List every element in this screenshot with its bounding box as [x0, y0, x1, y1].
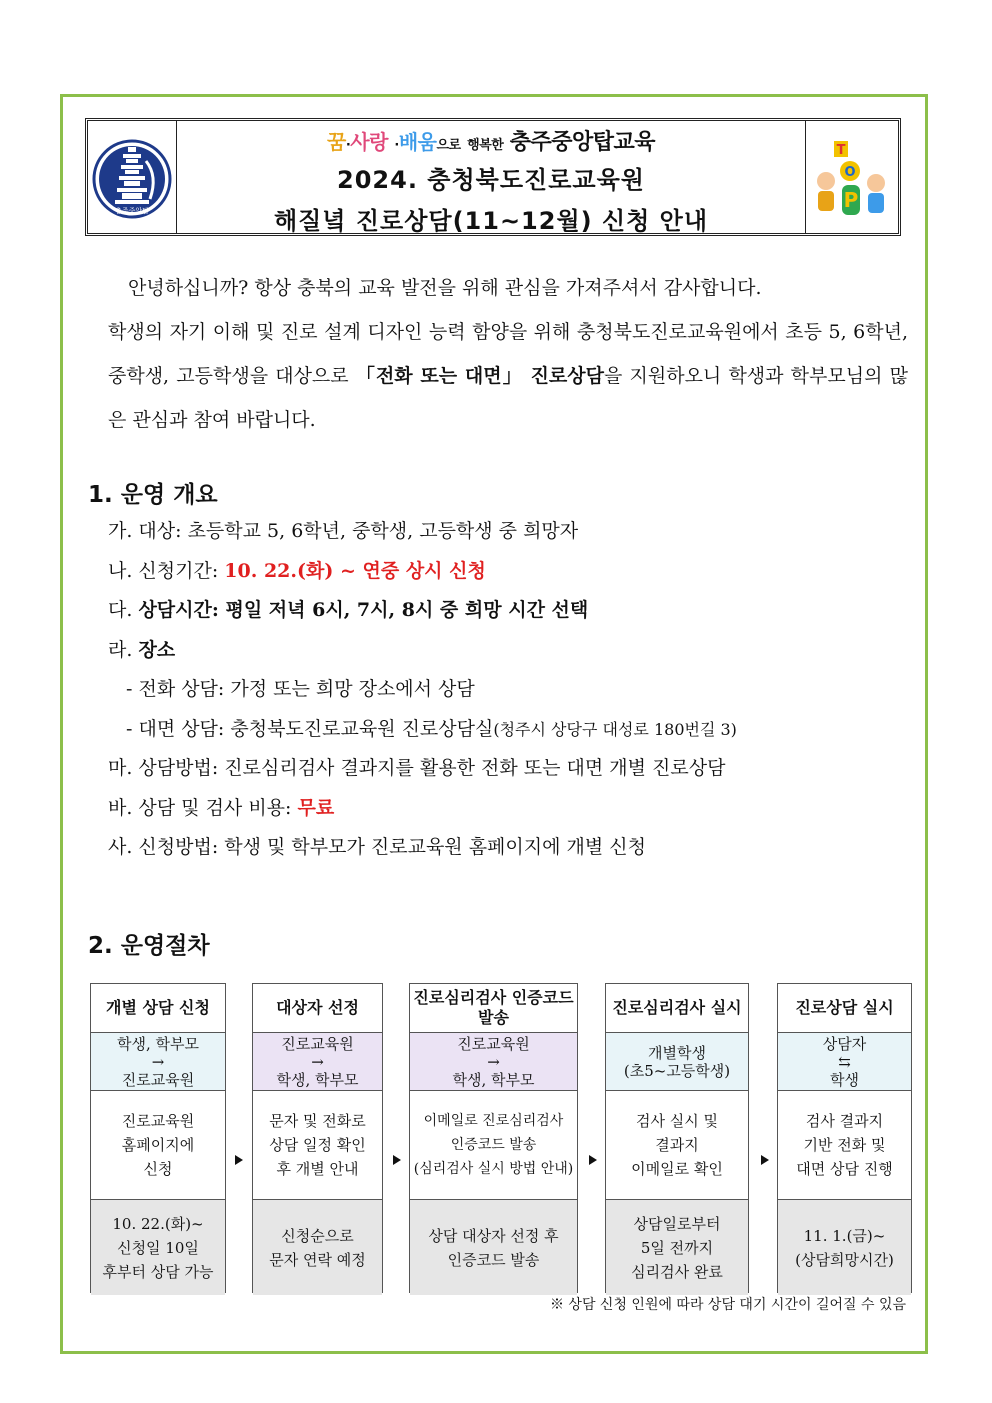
- step-role-from: 개별학생: [648, 1043, 706, 1062]
- slogan-sep: ·: [394, 138, 399, 153]
- intro-text: [108, 266, 908, 442]
- step-head: 진로심리검사 인증코드 발송: [410, 984, 577, 1033]
- item-cost-value: 무료: [297, 796, 335, 819]
- title-area: [176, 121, 806, 233]
- step-desc: [606, 1091, 748, 1200]
- step-role-to: 진로교육원: [121, 1070, 195, 1089]
- item-time: [108, 591, 908, 631]
- step-head: 대상자 선정: [253, 984, 382, 1033]
- slogan: [176, 125, 806, 156]
- section-2-title: 2. 운영절차: [88, 933, 210, 959]
- flow-arrow-icon: [393, 1155, 401, 1165]
- step-role-from: 학생, 학부모: [117, 1034, 199, 1053]
- step-note-line: 심리검사 완료: [631, 1262, 723, 1281]
- step-desc-line: 결과지: [655, 1136, 699, 1154]
- step-note-line: 상담일로부터: [633, 1214, 721, 1233]
- item-place: [108, 631, 908, 671]
- step-role-to: (초5~고등학생): [623, 1061, 731, 1080]
- step-note: [410, 1200, 577, 1295]
- flow-arrow-icon: [589, 1155, 597, 1165]
- step-role-swap-icon: ⇆: [838, 1052, 851, 1071]
- item-period: [108, 552, 908, 592]
- step-desc-line: 인증코드 발송: [450, 1137, 537, 1153]
- step-note: [91, 1200, 225, 1295]
- top-letter-o: O: [844, 165, 856, 180]
- intro-greeting: 안녕하십니까? 항상 충북의 교육 발전을 위해 관심을 가져주셔서 감사합니다.: [128, 277, 762, 299]
- procedure-flow: [0, 983, 992, 1293]
- step-role-from: 진로교육원: [281, 1034, 354, 1053]
- step-roles: [91, 1033, 225, 1091]
- page-title-line2: 해질녘 진로상담(11~12월) 신청 안내: [273, 207, 709, 235]
- step-desc: [410, 1091, 577, 1200]
- step-desc: [778, 1091, 911, 1200]
- top-mascot: [805, 121, 898, 233]
- step-box-3: [409, 983, 578, 1293]
- step-desc-line: (심리검사 실시 방법 안내): [413, 1161, 574, 1177]
- flow-arrow-icon: [761, 1155, 769, 1165]
- item-cost: [108, 789, 908, 829]
- step-role-to: 학생: [830, 1070, 859, 1089]
- slogan-brand: 충주중앙탑교육: [509, 130, 655, 155]
- step-desc-line: 대면 상담 진행: [796, 1160, 893, 1178]
- step-roles: [778, 1033, 911, 1091]
- step-note: [778, 1200, 911, 1295]
- step-desc-line: 문자 및 전화로: [269, 1112, 366, 1130]
- step-note-line: 신청순으로: [281, 1226, 354, 1245]
- flow-arrow-icon: [235, 1155, 243, 1165]
- step-role-to: 학생, 학부모: [452, 1070, 535, 1089]
- step-desc-line: 진로교육원: [121, 1112, 195, 1130]
- step-note-line: (상담희망시간): [795, 1250, 894, 1269]
- step-note-line: 인증코드 발송: [447, 1250, 540, 1269]
- step-roles: [253, 1033, 382, 1091]
- section-1-title: 1. 운영 개요: [88, 482, 218, 508]
- step-head: 진로심리검사 실시: [606, 984, 748, 1033]
- footnote: ※ 상담 신청 인원에 따라 상담 대기 시간이 길어질 수 있음: [549, 1297, 906, 1313]
- step-role-arrow-icon: →: [487, 1052, 500, 1071]
- step-desc-line: 검사 실시 및: [636, 1112, 718, 1130]
- item-apply: 사. 신청방법: 학생 및 학부모가 진로교육원 홈페이지에 개별 신청: [108, 836, 646, 858]
- step-desc-line: 상담 일정 확인: [269, 1136, 366, 1154]
- top-letter-p: P: [843, 188, 859, 212]
- step-box-5: [777, 983, 912, 1293]
- item-place-visit: [108, 710, 908, 750]
- step-note-line: 5일 전까지: [640, 1238, 714, 1257]
- slogan-happy: 행복한: [467, 138, 504, 153]
- slogan-learning: 배움: [398, 130, 437, 154]
- item-place-phone: - 전화 상담: 가정 또는 희망 장소에서 상담: [126, 678, 475, 700]
- step-note-line: 상담 대상자 선정 후: [428, 1226, 559, 1245]
- item-method: 마. 상담방법: 진로심리검사 결과지를 활용한 전화 또는 대면 개별 진로상담: [108, 757, 726, 779]
- item-place-address: (청주시 상당구 대성로 180번길 3): [493, 719, 737, 739]
- intro-body: [108, 310, 908, 442]
- step-note-line: 문자 연락 예정: [269, 1250, 366, 1269]
- step-note: [606, 1200, 748, 1295]
- overview-list: [108, 512, 908, 868]
- step-desc-line: 기반 전화 및: [803, 1136, 886, 1154]
- step-desc-line: 홈페이지에: [121, 1136, 195, 1154]
- step-note-line: 11. 1.(금)~: [803, 1226, 886, 1245]
- slogan-sep: ·: [345, 138, 351, 153]
- step-role-arrow-icon: →: [151, 1052, 165, 1071]
- step-desc-line: 이메일로 확인: [631, 1160, 723, 1178]
- slogan-dream: 꿈: [327, 130, 346, 154]
- item-time-label: 다.: [108, 599, 139, 621]
- step-roles: [606, 1033, 748, 1091]
- item-place-visit-text: - 대면 상담: 충청북도진로교육원 진로상담실: [126, 717, 494, 740]
- slogan-suffix: 으로: [436, 138, 461, 153]
- step-desc: [253, 1091, 382, 1200]
- intro-body-a: 학생의 자기 이해 및 진로 설계 디자인 능력 함양을 위해 충청북도진로교육원에서 초등 5, 6학년, 중학생, 고등학생을 대상으로: [108, 321, 908, 387]
- item-period-label: 나. 신청기간:: [108, 559, 225, 582]
- item-period-value: 10. 22.(화) ~ 연중 상시 신청: [224, 559, 486, 582]
- pagoda-logo-icon: [88, 121, 176, 233]
- item-target: 가. 대상: 초등학교 5, 6학년, 중학생, 고등학생 중 희망자: [108, 520, 579, 542]
- logo-caption: 충주중앙탑: [115, 207, 149, 215]
- step-desc-line: 이메일로 진로심리검사: [423, 1113, 564, 1129]
- header-box: [85, 118, 901, 236]
- item-time-value: 상담시간: 평일 저녁 6시, 7시, 8시 중 희망 시간 선택: [138, 599, 589, 621]
- step-desc-line: 후 개별 안내: [276, 1160, 359, 1178]
- step-note: [253, 1200, 382, 1295]
- item-place-value: 장소: [138, 638, 176, 661]
- step-note-line: 10. 22.(화)~: [112, 1214, 204, 1233]
- step-note-line: 후부터 상담 가능: [102, 1262, 214, 1281]
- top-mascot-icon: [806, 121, 898, 233]
- step-role-to: 학생, 학부모: [276, 1070, 359, 1089]
- step-box-1: [90, 983, 226, 1293]
- step-desc-line: 신청: [143, 1160, 173, 1178]
- step-desc: [91, 1091, 225, 1200]
- item-cost-label: 바. 상담 및 검사 비용:: [108, 796, 298, 819]
- step-desc-line: 검사 결과지: [805, 1112, 884, 1130]
- step-box-2: [252, 983, 383, 1293]
- top-letter-t: T: [836, 143, 846, 158]
- school-logo: [88, 121, 177, 233]
- step-role-from: 상담자: [822, 1034, 867, 1053]
- step-note-line: 신청일 10일: [117, 1238, 199, 1257]
- item-place-label: 라.: [108, 638, 139, 661]
- page-title-line1: 2024. 충청북도진로교육원: [337, 166, 645, 194]
- intro-highlight: 「전화 또는 대면」 진로상담: [355, 365, 604, 387]
- step-role-arrow-icon: →: [311, 1052, 324, 1071]
- slogan-love: 사랑: [350, 130, 388, 154]
- step-head: 개별 상담 신청: [91, 984, 225, 1033]
- step-role-from: 진로교육원: [457, 1034, 530, 1053]
- intro-body-c: 을 지원하오니 학생과 학부모님의 많은 관심과 참여 바랍니다.: [108, 365, 908, 431]
- step-box-4: [605, 983, 749, 1293]
- step-roles: [410, 1033, 577, 1091]
- step-head: 진로상담 실시: [778, 984, 911, 1033]
